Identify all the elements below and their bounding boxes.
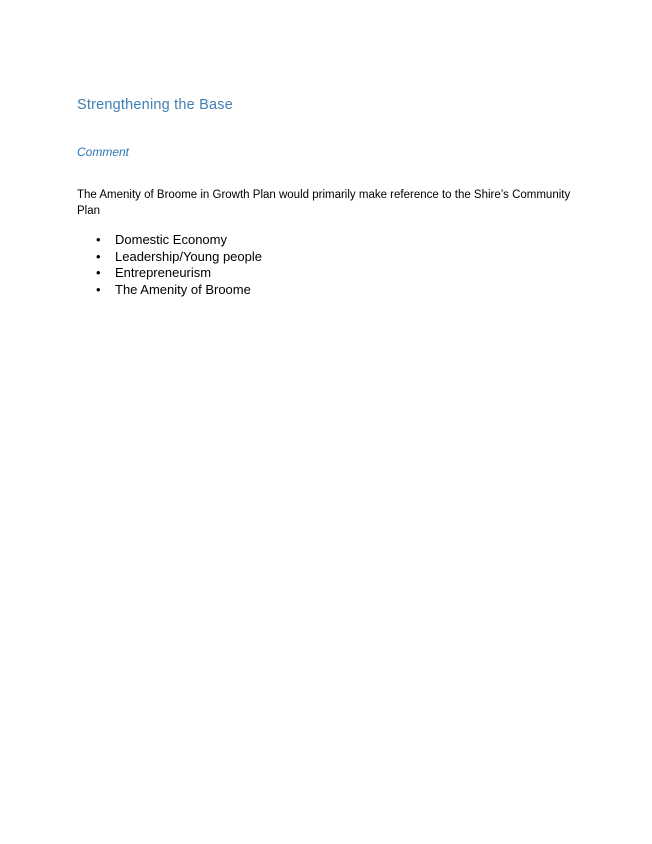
list-item: • Domestic Economy (77, 232, 577, 249)
list-item: • Entrepreneurism (77, 265, 577, 282)
document-content (77, 96, 577, 298)
list-item: • The Amenity of Broome (77, 282, 577, 299)
bullet-list (77, 219, 577, 298)
comment-label: Comment (77, 144, 130, 159)
page-title: Strengthening the Base (77, 97, 233, 113)
body-paragraph: The Amenity of Broome in Growth Plan would primarily make reference to the Shire’s Community Plan (77, 189, 571, 217)
list-item: • Leadership/Young people (77, 249, 577, 266)
